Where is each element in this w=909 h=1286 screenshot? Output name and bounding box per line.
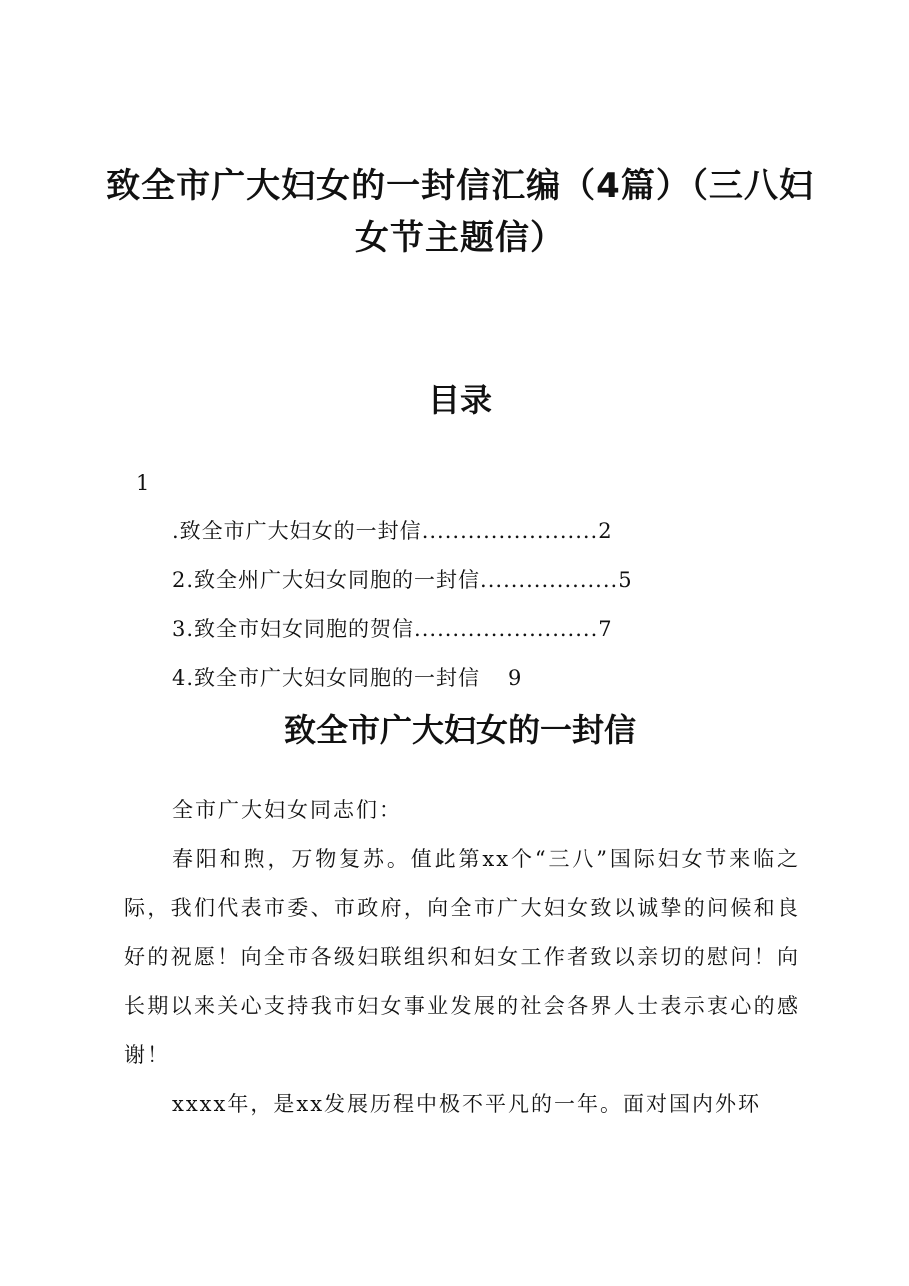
toc-entry-leader: ........................ <box>414 617 599 641</box>
body-paragraph: xxxx年，是xx发展历程中极不平凡的一年。面对国内外环 <box>172 1092 762 1116</box>
document-title: 致全市广大妇女的一封信汇编（4篇）（三八妇女节主题信） <box>106 166 814 258</box>
toc-first-number: 1 <box>136 471 150 495</box>
toc-heading: 目录 <box>427 381 492 419</box>
toc-entry[interactable] <box>172 516 613 546</box>
section-title: 致全市广大妇女的一封信 <box>283 711 636 749</box>
toc-entry[interactable] <box>172 614 613 644</box>
toc-entry-leader: .................. <box>480 568 619 592</box>
toc-entry-page: 7 <box>598 617 613 641</box>
toc-entry-label: 2.致全州广大妇女同胞的一封信 <box>172 568 481 592</box>
toc-entry-leader: ....................... <box>421 519 599 543</box>
toc-entry-label: 4.致全市广大妇女同胞的一封信 <box>172 666 481 690</box>
toc-entry-page: 2 <box>598 519 613 543</box>
toc-entry-page: 5 <box>618 568 633 592</box>
toc-entry-label: 3.致全市妇女同胞的贺信 <box>172 617 415 641</box>
body-paragraph: 春阳和煦，万物复苏。值此第xx个“三八”国际妇女节来临之际，我们代表市委、市政府，向全市广大妇女致以诚挚的问候和良好的祝愿！向全市各级妇联组织和妇女工作者致以亲切的慰问！向长期以来关心支持我市妇女事业发展的社会各界人士表示衷心的感谢！ <box>124 847 800 1067</box>
letter-salutation: 全市广大妇女同志们： <box>172 798 402 822</box>
toc-entry-label: .致全市广大妇女的一封信 <box>172 519 422 543</box>
toc-entry[interactable] <box>172 663 522 693</box>
toc-entry-page: 9 <box>508 666 523 690</box>
toc-entry[interactable] <box>172 565 633 595</box>
